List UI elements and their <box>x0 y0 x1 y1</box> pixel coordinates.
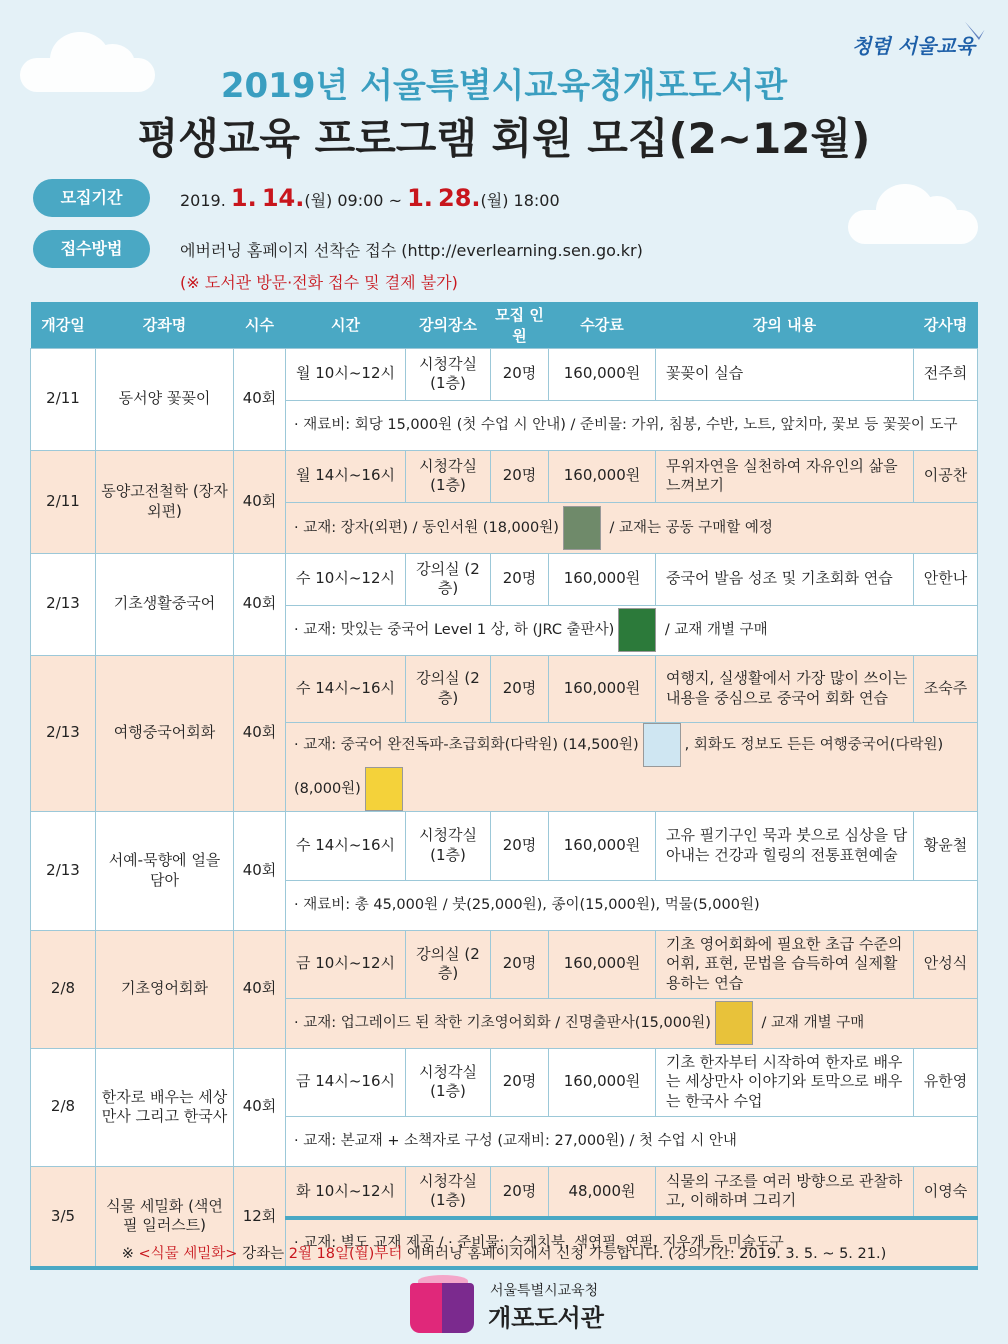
cell-content: 기초 한자부터 시작하여 한자로 배우는 세상만사 이야기와 토막으로 배우는 한국사 수업 <box>656 1048 914 1116</box>
course-row <box>31 1048 978 1116</box>
column-header: 개강일 <box>31 302 96 348</box>
note-text: / 교재는 공동 구매할 예정 <box>604 519 773 536</box>
note-text: · 재료비: 회당 15,000원 (첫 수업 시 안내) / 준비물: 가위, 침봉, 수반, 노트, 앞치마, 꽃보 등 꽃꽂이 도구 <box>294 416 958 433</box>
start-dow: (월) 09:00 ~ <box>304 191 402 210</box>
column-header: 시수 <box>234 302 286 348</box>
start-month: 1. <box>230 184 257 212</box>
column-header: 수강료 <box>549 302 656 348</box>
cell-fee: 160,000원 <box>549 450 656 502</box>
course-note <box>286 722 978 811</box>
cell-name: 기초영어회화 <box>96 930 234 1048</box>
course-note <box>286 1116 978 1166</box>
cell-instructor: 전주희 <box>914 348 978 400</box>
cell-capacity: 20명 <box>491 655 549 722</box>
cell-name: 여행중국어회화 <box>96 655 234 811</box>
cell-content: 꽃꽂이 실습 <box>656 348 914 400</box>
cell-date: 2/8 <box>31 1048 96 1166</box>
period-prefix: 2019. <box>180 191 226 210</box>
cell-place: 시청각실 (1층) <box>406 1166 491 1218</box>
cell-content: 여행지, 실생활에서 가장 많이 쓰이는 내용을 중심으로 중국어 회화 연습 <box>656 655 914 722</box>
cell-date: 2/13 <box>31 811 96 930</box>
cell-place: 강의실 (2층) <box>406 553 491 605</box>
cell-hours: 40회 <box>234 348 286 450</box>
book-cover-image <box>563 506 601 550</box>
note-text: · 교재: 맛있는 중국어 Level 1 상, 하 (JRC 출판사) <box>294 622 615 638</box>
note-text: · 교재: 중국어 완전독파-초급회화(다락원) (14,500원) <box>294 736 639 753</box>
cell-fee: 160,000원 <box>549 553 656 605</box>
column-header: 시간 <box>286 302 406 348</box>
cell-name: 동서양 꽃꽂이 <box>96 348 234 450</box>
note-text: / 교재 개별 구매 <box>660 622 768 638</box>
cell-content: 고유 필기구인 묵과 붓으로 심상을 담아내는 건강과 힐링의 전통표현예술 <box>656 811 914 880</box>
period-label: 모집기간 <box>33 179 150 217</box>
book-cover-image <box>643 723 681 767</box>
cell-fee: 160,000원 <box>549 655 656 722</box>
cell-place: 강의실 (2층) <box>406 930 491 998</box>
slogan-logo: 청렴 서울교육 <box>852 34 975 58</box>
cell-capacity: 20명 <box>491 1048 549 1116</box>
footnote-mark: ※ <box>121 1246 134 1262</box>
note-text: · 교재: 본교재 + 소책자로 구성 (교재비: 27,000원) / 첫 수업 시 안내 <box>294 1132 737 1149</box>
note-text: · 교재: 업그레이드 된 착한 기초영어회화 / 진명출판사(15,000원) <box>294 1015 711 1031</box>
cell-hours: 40회 <box>234 1048 286 1166</box>
column-header: 강좌명 <box>96 302 234 348</box>
column-header: 강사명 <box>914 302 978 348</box>
cell-place: 시청각실 (1층) <box>406 348 491 400</box>
cell-time: 화 10시~12시 <box>286 1166 406 1218</box>
library-name: 개포도서관 <box>488 1304 604 1332</box>
cell-fee: 160,000원 <box>549 348 656 400</box>
cell-time: 금 14시~16시 <box>286 1048 406 1116</box>
cell-hours: 40회 <box>234 450 286 553</box>
cell-capacity: 20명 <box>491 930 549 998</box>
cell-instructor: 안성식 <box>914 930 978 998</box>
cell-instructor: 안한나 <box>914 553 978 605</box>
end-day: 28. <box>438 184 481 212</box>
note-text: · 재료비: 총 45,000원 / 붓(25,000원), 종이(15,000원), 먹물(5,000원) <box>294 896 760 913</box>
method-notice: (※ 도서관 방문·전화 접수 및 결제 불가) <box>180 273 458 292</box>
footnote <box>0 1242 1008 1263</box>
cell-capacity: 20명 <box>491 450 549 502</box>
course-note <box>286 502 978 553</box>
note-text: · 교재: 별도 교재 제공 / · 준비물: 스케치북, 색연필, 연필, 지우개 등 미술도구 <box>294 1234 784 1251</box>
end-month: 1. <box>407 184 433 212</box>
cell-name: 동양고전철학 (장자 외편) <box>96 450 234 553</box>
cell-date: 2/11 <box>31 450 96 553</box>
cell-time: 금 10시~12시 <box>286 930 406 998</box>
end-dow: (월) 18:00 <box>480 191 560 210</box>
period-text <box>180 184 560 212</box>
cloud-decoration <box>848 210 978 244</box>
cell-fee: 160,000원 <box>549 930 656 998</box>
cell-name: 기초생활중국어 <box>96 553 234 655</box>
cell-hours: 12회 <box>234 1166 286 1268</box>
cell-instructor: 황윤철 <box>914 811 978 880</box>
cell-instructor: 유한영 <box>914 1048 978 1116</box>
course-note <box>286 605 978 655</box>
cell-place: 강의실 (2층) <box>406 655 491 722</box>
cell-instructor: 이영숙 <box>914 1166 978 1218</box>
cell-place: 시청각실 (1층) <box>406 811 491 880</box>
library-org: 서울특별시교육청 <box>490 1283 599 1299</box>
book-cover-image <box>365 767 403 811</box>
footnote-rest: 에버러닝 홈페이지에서 신청 가능합니다. (강의기간: 2019. 3. 5. ~ 5. 21.) <box>402 1246 887 1262</box>
cell-instructor: 조숙주 <box>914 655 978 722</box>
course-row <box>31 553 978 605</box>
course-table <box>30 302 978 1270</box>
course-row <box>31 1166 978 1218</box>
cell-date: 2/13 <box>31 553 96 655</box>
cell-date: 2/13 <box>31 655 96 811</box>
course-row <box>31 348 978 400</box>
cell-time: 월 14시~16시 <box>286 450 406 502</box>
note-text: / 교재 개별 구매 <box>756 1015 865 1031</box>
cell-hours: 40회 <box>234 655 286 811</box>
cell-hours: 40회 <box>234 930 286 1048</box>
start-day: 14. <box>261 184 305 212</box>
cell-date: 2/8 <box>31 930 96 1048</box>
course-note <box>286 880 978 930</box>
cell-fee: 48,000원 <box>549 1166 656 1218</box>
cell-fee: 160,000원 <box>549 811 656 880</box>
cell-hours: 40회 <box>234 553 286 655</box>
cell-instructor: 이공찬 <box>914 450 978 502</box>
column-header: 모집 인원 <box>491 302 549 348</box>
book-cover-image <box>715 1001 753 1045</box>
method-text: 에버러닝 홈페이지 선착순 접수 (http://everlearning.sen.go.kr) <box>180 241 643 260</box>
course-row <box>31 811 978 880</box>
course-row <box>31 930 978 998</box>
cell-name: 한자로 배우는 세상만사 그리고 한국사 <box>96 1048 234 1166</box>
cell-time: 월 10시~12시 <box>286 348 406 400</box>
note-text: · 교재: 장자(외편) / 동인서원 (18,000원) <box>294 519 559 536</box>
cell-time: 수 14시~16시 <box>286 655 406 722</box>
library-logo-icon <box>410 1275 476 1333</box>
cell-place: 시청각실 (1층) <box>406 450 491 502</box>
cell-content: 식물의 구조를 여러 방향으로 관찰하고, 이해하며 그리기 <box>656 1166 914 1218</box>
cell-content: 중국어 발음 성조 및 기초회화 연습 <box>656 553 914 605</box>
cell-date: 2/11 <box>31 348 96 450</box>
footnote-mid: 강좌는 <box>237 1246 289 1262</box>
cell-name: 식물 세밀화 (색연필 일러스트) <box>96 1166 234 1268</box>
cell-capacity: 20명 <box>491 811 549 880</box>
footnote-date: 2월 18일(월)부터 <box>288 1246 403 1262</box>
column-header: 강의 내용 <box>656 302 914 348</box>
course-row <box>31 450 978 502</box>
cell-content: 무위자연을 실천하여 자유인의 삶을 느껴보기 <box>656 450 914 502</box>
footnote-course: <식물 세밀화> <box>138 1246 238 1262</box>
course-note <box>286 998 978 1048</box>
cell-time: 수 10시~12시 <box>286 553 406 605</box>
cell-date: 3/5 <box>31 1166 96 1268</box>
cell-place: 시청각실 (1층) <box>406 1048 491 1116</box>
cell-capacity: 20명 <box>491 1166 549 1218</box>
page-title: 평생교육 프로그램 회원 모집(2~12월) <box>137 114 871 163</box>
cell-capacity: 20명 <box>491 348 549 400</box>
method-label: 접수방법 <box>33 230 150 268</box>
cell-time: 수 14시~16시 <box>286 811 406 880</box>
note-text: , 회화도 정보도 든든 여행중국어(다락원) (8,000원) <box>294 736 944 797</box>
cell-hours: 40회 <box>234 811 286 930</box>
cell-content: 기초 영어회화에 필요한 초급 수준의 어휘, 표현, 문법을 습득하여 실제활용하는 연습 <box>656 930 914 998</box>
cell-capacity: 20명 <box>491 553 549 605</box>
title-organization: 2019년 서울특별시교육청개포도서관 <box>220 66 788 106</box>
course-row <box>31 655 978 722</box>
book-cover-image <box>618 608 656 652</box>
cell-fee: 160,000원 <box>549 1048 656 1116</box>
column-header: 강의장소 <box>406 302 491 348</box>
cell-name: 서예-묵향에 얼을 담아 <box>96 811 234 930</box>
course-note <box>286 400 978 450</box>
